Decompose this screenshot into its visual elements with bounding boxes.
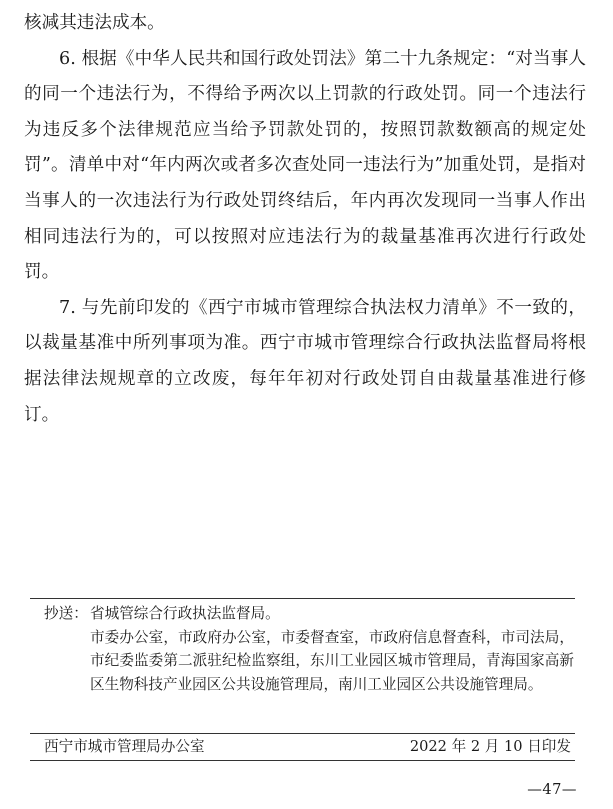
paragraph-item-7: 7. 与先前印发的《西宁市城市管理综合执法权力清单》不一致的，以裁量基准中所列事项为准。西宁市城市管理综合行政执法监督局将根据法律法规规章的立改废，每年年初对行政处罚自由裁量基准进行修订。 — [24, 297, 586, 425]
paragraph-item-6: 6. 根据《中华人民共和国行政处罚法》第二十九条规定：“对当事人的同一个违法行为，不得给予两次以上罚款的行政处罚。同一个违法行为违反多个法律规范应当给予罚款处罚的，按照罚款数额高的规定处罚”。清单中对“年内两次或者多次查处同一违法行为”加重处罚，是指对当事人的一次违法行为行政处罚终结后，年内再次发现同一当事人作出相同违法行为的，可以按照对应违法行为的裁量基准再次进行行政处罚。 — [24, 48, 586, 283]
footer-top-rule — [30, 733, 575, 734]
cc-recipients — [90, 602, 574, 696]
cc-label: 抄送： — [44, 605, 88, 622]
page-number: —47— — [527, 781, 577, 798]
cc-recipient-list: 市委办公室，市政府办公室，市委督查室，市政府信息督查科，市司法局，市纪委监委第二派驻纪检监察组，东川工业园区城市管理局，青海国家高新区生物科技产业园区公共设施管理局，南川工业园区公共设施管理局。 — [90, 628, 574, 693]
issue-date: 2022 年 2 月 10 日印发 — [409, 738, 571, 755]
cc-top-rule — [30, 598, 575, 599]
issuing-office: 西宁市城市管理局办公室 — [44, 738, 205, 755]
footer-bottom-rule — [30, 760, 575, 761]
body-text — [24, 6, 586, 433]
paragraph-continuation: 核减其违法成本。 — [24, 13, 165, 33]
cc-recipient-primary: 省城管综合行政执法监督局。 — [90, 605, 280, 622]
